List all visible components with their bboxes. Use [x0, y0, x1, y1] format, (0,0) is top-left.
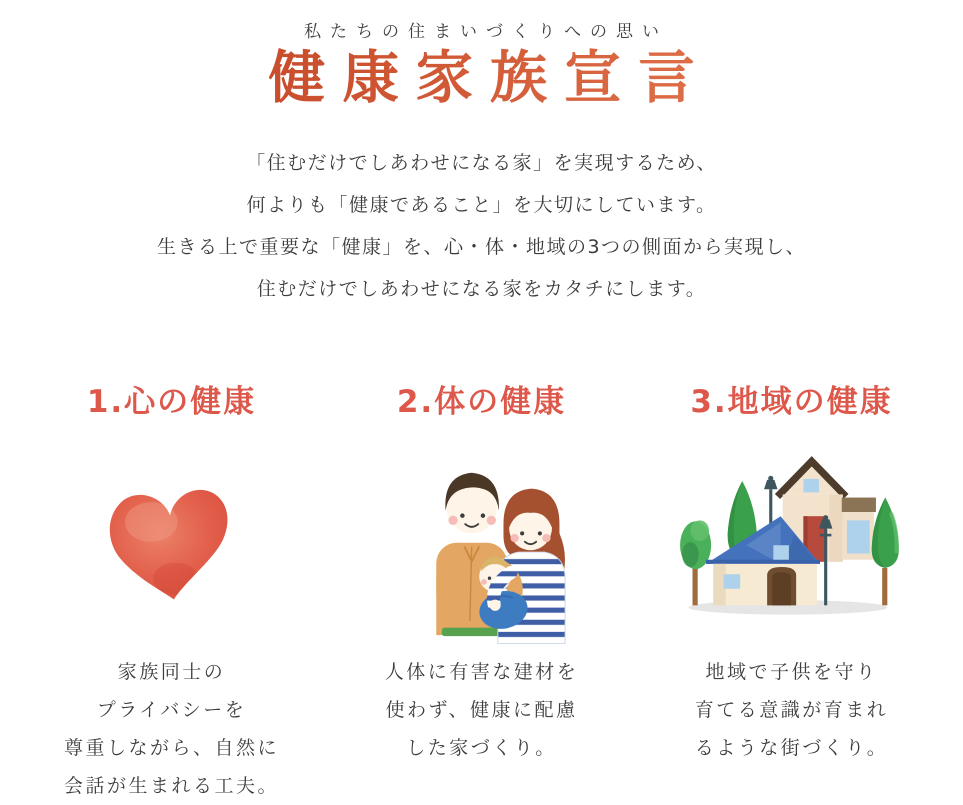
neighborhood-figure	[637, 427, 947, 651]
page-title: 健康家族宣言	[0, 46, 963, 112]
description-line: 尊重しながら、自然に	[63, 736, 279, 759]
pillar-heading: 2.体の健康	[396, 383, 567, 420]
intro-line: 「住むだけでしあわせになる家」を実現するため、	[246, 151, 717, 174]
pillar-description	[327, 653, 637, 767]
pillar-description	[17, 653, 327, 805]
heart-icon	[96, 473, 248, 605]
family-figure	[327, 427, 637, 651]
pillar-mind-health	[17, 376, 327, 805]
description-line: した家づくり。	[406, 736, 557, 759]
pillars-section	[17, 376, 947, 805]
description-line: 家族同士の	[117, 660, 226, 683]
neighborhood-icon	[678, 456, 906, 622]
intro-line: 生きる上で重要な「健康」を、心・体・地域の3つの側面から実現し、	[156, 235, 807, 258]
intro-line: 住むだけでしあわせになる家をカタチにします。	[256, 277, 707, 300]
description-line: るような街づくり。	[694, 736, 889, 759]
heart-figure	[17, 427, 327, 651]
pillar-community-health	[637, 376, 947, 805]
description-line: 会話が生まれる工夫。	[63, 774, 279, 797]
description-line: 地域で子供を守り	[705, 660, 878, 683]
pillar-description	[637, 653, 947, 767]
pillar-heading: 3.地域の健康	[690, 383, 893, 420]
tree-icon	[871, 497, 898, 605]
description-line: 使わず、健康に配慮	[385, 698, 578, 721]
page-subtitle: 私たちの住まいづくりへの思い	[304, 22, 668, 42]
description-line: 人体に有害な建材を	[384, 660, 579, 683]
page-header	[0, 0, 963, 112]
intro-paragraph	[0, 142, 963, 310]
pillar-body-health	[327, 376, 637, 805]
pillar-heading: 1.心の健康	[86, 383, 257, 420]
description-line: プライバシーを	[96, 698, 247, 721]
intro-line: 何よりも「健康であること」を大切にしています。	[246, 193, 717, 216]
description-line: 育てる意識が育まれ	[694, 698, 889, 721]
family-icon	[384, 434, 580, 644]
